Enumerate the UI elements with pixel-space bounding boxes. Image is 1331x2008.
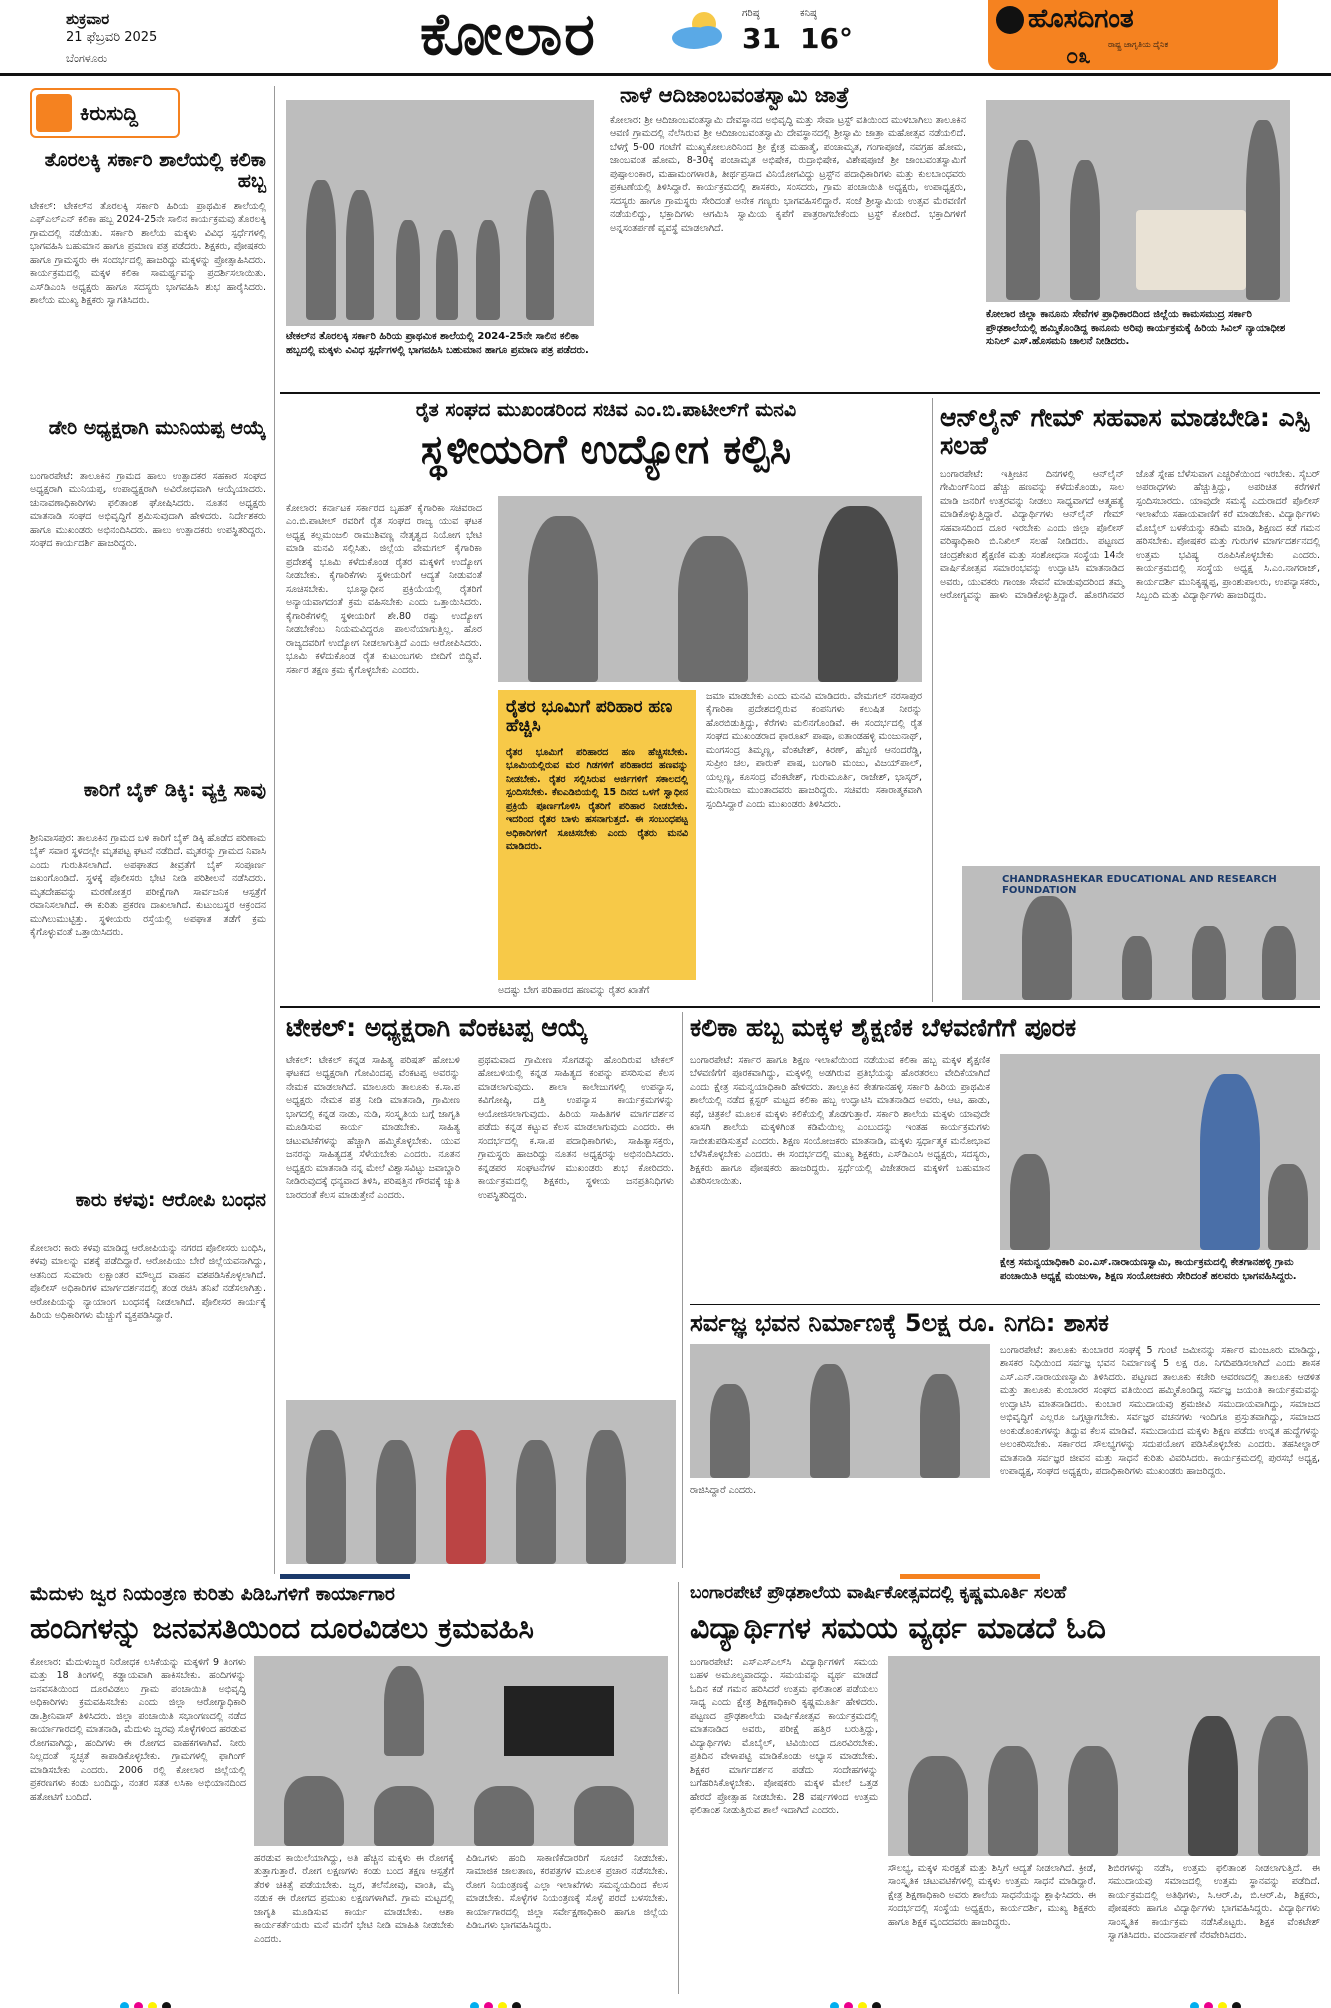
article-body: ಹರಡುವ ಕಾಯಿಲೆಯಾಗಿದ್ದು, ಅತಿ ಹೆಚ್ಚಿನ ಮಕ್ಕಳು ಈ ರೋಗಕ್ಕೆ ತುತ್ತಾಗುತ್ತಾರೆ. ರೋಗ ಲಕ್ಷಣಗಳು ಕಂಡು ಬಂದ ತಕ್ಷಣ ಆಸ್ಪತ್ರೆಗೆ ತೆರಳಿ ಚಿಕಿತ್ಸೆ ಪಡೆಯಬೇಕು. ಜ್ವರ, ತಲೆನೋವು, ವಾಂತಿ, ಮೈ ನಡುಕ ಈ ರೋಗದ ಪ್ರಮುಖ ಲಕ್ಷಣಗಳಾಗಿವೆ. ಗ್ರಾಮ ಮಟ್ಟದಲ್ಲಿ ಜಾಗೃತಿ ಮೂಡಿಸುವ ಕಾರ್ಯ ಮಾಡಬೇಕು. ಆಶಾ ಕಾರ್ಯಕರ್ತೆಯರು ಮನೆ ಮನೆಗೆ ಭೇಟಿ ನೀಡಿ ಮಾಹಿತಿ ನೀಡಬೇಕು ಎಂದರು. bbox=[254, 1853, 454, 1945]
lead-headline: ಸ್ಥಳೀಯರಿಗೆ ಉದ್ಯೋಗ ಕಲ್ಪಿಸಿ bbox=[420, 426, 792, 473]
brand-badge bbox=[988, 0, 1278, 70]
sarvajna-photo bbox=[690, 1344, 990, 1478]
article-body: ಸೌಲಭ್ಯ, ಮಕ್ಕಳ ಸುರಕ್ಷತೆ ಮತ್ತು ಶಿಸ್ತಿಗೆ ಆದ್ಯತೆ ನೀಡಲಾಗಿದೆ. ಕ್ರೀಡೆ, ಸಾಂಸ್ಕೃತಿಕ ಚಟುವಟಿಕೆಗಳಲ್ಲಿ ಮಕ್ಕಳು ಉತ್ತಮ ಸಾಧನೆ ಮಾಡಿದ್ದಾರೆ. ಕ್ಷೇತ್ರ ಶಿಕ್ಷಣಾಧಿಕಾರಿ ಅವರು ಶಾಲೆಯ ಸಾಧನೆಯನ್ನು ಶ್ಲಾಘಿಸಿದರು. ಈ ಸಂದರ್ಭದಲ್ಲಿ ಸಂಸ್ಥೆಯ ಅಧ್ಯಕ್ಷರು, ಕಾರ್ಯದರ್ಶಿ, ಮುಖ್ಯ ಶಿಕ್ಷಕರು ಹಾಗೂ ಶಿಕ್ಷಕ ವೃಂದದವರು ಹಾಜರಿದ್ದರು. bbox=[888, 1863, 1096, 1928]
brief-headline: ಕಾರಿಗೆ ಬೈಕ್ ಡಿಕ್ಕಿ: ವ್ಯಕ್ತಿ ಸಾವು bbox=[83, 779, 266, 801]
article-body: ಬಂಗಾರಪೇಟೆ: ಇತ್ತೀಚಿನ ದಿನಗಳಲ್ಲಿ ಆನ್‌ಲೈನ್ ಗೇಮಿಂಗ್‌ನಿಂದ ಹೆಚ್ಚು ಹಣವನ್ನು ಕಳೆದುಕೊಂಡು, ಸಾಲ ಮಾಡಿ ಜನರಿಗೆ ಉತ್ತರವನ್ನು ನೀಡಲು ಸಾಧ್ಯವಾಗದೆ ಆತ್ಮಹತ್ಯೆ ಮಾಡಿಕೊಳ್ಳುತ್ತಿದ್ದಾರೆ. ವಿದ್ಯಾರ್ಥಿಗಳು ಆನ್‌ಲೈನ್ ಗೇಮ್ ಸಹವಾಸದಿಂದ ದೂರ ಇರಬೇಕು ಎಂದು ಜಿಲ್ಲಾ ಪೊಲೀಸ್ ವರಿಷ್ಠಾಧಿಕಾರಿ ಬಿ.ನಿಖಿಲ್ ಸಲಹೆ ನೀಡಿದರು. ಪಟ್ಟಣದ ಚಂದ್ರಶೇಖರ ಶೈಕ್ಷಣಿಕ ಮತ್ತು ಸಂಶೋಧನಾ ಸಂಸ್ಥೆಯ 14ನೇ ವಾರ್ಷಿಕೋತ್ಸವ ಸಮಾರಂಭವನ್ನು ಉದ್ಘಾಟಿಸಿ ಮಾತನಾಡಿದ ಅವರು, ಯುವಕರು ಗಾಂಜಾ ಸೇವನೆ ಮಾಡುವುದರಿಂದ ತಮ್ಮ ಆರೋಗ್ಯವನ್ನು ಹಾಳು ಮಾಡಿಕೊಳ್ಳುತ್ತಿದ್ದಾರೆ. ಹೊರಗಿನವರ ಜೊತೆ ಸ್ನೇಹ ಬೆಳೆಸುವಾಗ ಎಚ್ಚರಿಕೆಯಿಂದ ಇರಬೇಕು. ಸೈಬರ್ ಅಪರಾಧಗಳು ಹೆಚ್ಚುತ್ತಿದ್ದು, ಅಪರಿಚಿತ ಕರೆಗಳಿಗೆ ಸ್ಪಂದಿಸಬಾರದು. ಯಾವುದೇ ಸಮಸ್ಯೆ ಎದುರಾದರೆ ಪೊಲೀಸ್ ಇಲಾಖೆಯ ಸಹಾಯವಾಣಿಗೆ ಕರೆ ಮಾಡಬೇಕು. ವಿದ್ಯಾರ್ಥಿಗಳು ಮೊಬೈಲ್ ಬಳಕೆಯನ್ನು ಕಡಿಮೆ ಮಾಡಿ, ಶಿಕ್ಷಣದ ಕಡೆ ಗಮನ ಹರಿಸಬೇಕು. ಪೋಷಕರ ಮತ್ತು ಗುರುಗಳ ಮಾರ್ಗದರ್ಶನದಲ್ಲಿ ಉತ್ತಮ ಭವಿಷ್ಯ ರೂಪಿಸಿಕೊಳ್ಳಬೇಕು ಎಂದರು. ಕಾರ್ಯಕ್ರಮದಲ್ಲಿ ಸಂಸ್ಥೆಯ ಅಧ್ಯಕ್ಷ ಸಿ.ಎಂ.ನಾಗರಾಜ್, ಕಾರ್ಯದರ್ಶಿ ಮುನಿಕೃಷ್ಣಪ್ಪ, ಪ್ರಾಂಶುಪಾಲರು, ಉಪನ್ಯಾಸಕರು, ಸಿಬ್ಬಂದಿ ಮತ್ತು ವಿದ್ಯಾರ್ಥಿಗಳು ಹಾಜರಿದ್ದರು. bbox=[940, 469, 1320, 602]
brief-body: ಬಂಗಾರಪೇಟೆ: ತಾಲೂಕಿನ ಗ್ರಾಮದ ಹಾಲು ಉತ್ಪಾದಕರ ಸಹಕಾರ ಸಂಘದ ಅಧ್ಯಕ್ಷರಾಗಿ ಮುನಿಯಪ್ಪ, ಉಪಾಧ್ಯಕ್ಷರಾಗಿ ಅವಿರೋಧವಾಗಿ ಆಯ್ಕೆಯಾದರು. ಚುನಾವಣಾಧಿಕಾರಿಗಳು ಫಲಿತಾಂಶ ಘೋಷಿಸಿದರು. ನೂತನ ಅಧ್ಯಕ್ಷರು ಮಾತನಾಡಿ ಸಂಘದ ಅಭಿವೃದ್ಧಿಗೆ ಶ್ರಮಿಸುವುದಾಗಿ ಹೇಳಿದರು. ನಿರ್ದೇಶಕರು ಹಾಗೂ ಮುಖಂಡರು ಅಭಿನಂದಿಸಿದರು. ಹಾಲು ಉತ್ಪಾದಕರು ಉಪಸ್ಥಿತರಿದ್ದರು. ಸಂಘದ ಕಾರ್ಯದರ್ಶಿ ಹಾಜರಿದ್ದರು. bbox=[30, 471, 266, 550]
kalika-event-photo bbox=[1000, 1054, 1320, 1250]
section-rule bbox=[280, 1006, 1320, 1008]
kiru-suddi-badge bbox=[30, 88, 180, 138]
school-event-photo bbox=[286, 100, 594, 326]
photo-caption: ಟೇಕಲ್‌ನ ತೊರಲಕ್ಕಿ ಸರ್ಕಾರಿ ಹಿರಿಯ ಪ್ರಾಥಮಿಕ ಶಾಲೆಯಲ್ಲಿ 2024-25ನೇ ಸಾಲಿನ ಕಲಿಕಾ ಹಬ್ಬದಲ್ಲಿ ಮಕ್ಕಳು ವಿವಿಧ ಸ್ಪರ್ಧೆಗಳಲ್ಲಿ ಭಾಗವಹಿಸಿ ಬಹುಮಾನ ಹಾಗೂ ಪ್ರಮಾಣ ಪತ್ರ ಪಡೆದರು. bbox=[286, 331, 589, 356]
color-rule bbox=[900, 1574, 1040, 1579]
brief-headline: ತೊರಲಕ್ಕಿ ಸರ್ಕಾರಿ ಶಾಲೆಯಲ್ಲಿ ಕಲಿಕಾ ಹಬ್ಬ bbox=[44, 149, 266, 193]
article-body-tail: ರಾಜಿಸಿದ್ದಾರೆ ಎಂದರು. bbox=[690, 1485, 757, 1496]
page-number: ೦೩ bbox=[1066, 44, 1091, 69]
article-headline: ಕಲಿಕಾ ಹಬ್ಬ ಮಕ್ಕಳ ಶೈಕ್ಷಣಿಕ ಬೆಳವಣಿಗೆಗೆ ಪೂರಕ bbox=[690, 1013, 1077, 1042]
law-awareness-photo bbox=[986, 100, 1290, 302]
lead-kicker: ರೈತ ಸಂಘದ ಮುಖಂಡರಿಂದ ಸಚಿವ ಎಂ.ಬಿ.ಪಾಟೀಲ್‌ಗೆ ಮನವಿ bbox=[415, 399, 797, 421]
brief-headline: ಕಾರು ಕಳವು: ಆರೋಪಿ ಬಂಧನ bbox=[75, 1189, 266, 1211]
print-registration-dots bbox=[830, 1996, 890, 2006]
article-body: ಬಂಗಾರಪೇಟೆ: ತಾಲೂಕು ಕುಂಬಾರರ ಸಂಘಕ್ಕೆ 5 ಗುಂಟೆ ಜಮೀನನ್ನು ಸರ್ಕಾರ ಮಂಜೂರು ಮಾಡಿದ್ದು, ಶಾಸಕರ ನಿಧಿಯಿಂದ ಸರ್ವಜ್ಞ ಭವನ ನಿರ್ಮಾಣಕ್ಕೆ 5 ಲಕ್ಷ ರೂ. ನಿಗದಿಪಡಿಸಲಾಗಿದೆ ಎಂದು ಶಾಸಕ ಎಸ್.ಎನ್.ನಾರಾಯಣಸ್ವಾಮಿ ತಿಳಿಸಿದರು. ಪಟ್ಟಣದ ತಾಲೂಕು ಕಚೇರಿ ಆವರಣದಲ್ಲಿ ತಾಲೂಕು ಆಡಳಿತ ಮತ್ತು ತಾಲೂಕು ಕುಂಬಾರರ ಸಂಘದ ವತಿಯಿಂದ ಹಮ್ಮಿಕೊಂಡಿದ್ದ ಸರ್ವಜ್ಞ ಜಯಂತಿ ಕಾರ್ಯಕ್ರಮವನ್ನು ಉದ್ಘಾಟಿಸಿ ಮಾತನಾಡಿದರು. ಕುಂಬಾರ ಸಮುದಾಯವು ಶ್ರಮಜೀವಿ ಸಮುದಾಯವಾಗಿದ್ದು, ಸಮಾಜದ ಅಭಿವೃದ್ಧಿಗೆ ಎಲ್ಲರೂ ಒಗ್ಗಟ್ಟಾಗಬೇಕು. ಸರ್ವಜ್ಞರ ವಚನಗಳು ಇಂದಿಗೂ ಪ್ರಸ್ತುತವಾಗಿದ್ದು, ಸಮಾಜದ ಅಂಕುಡೊಂಕುಗಳನ್ನು ತಿದ್ದುವ ಕೆಲಸ ಮಾಡಿವೆ. ಸಮುದಾಯದ ಮಕ್ಕಳು ಶಿಕ್ಷಣ ಪಡೆದು ಉನ್ನತ ಹುದ್ದೆಗಳನ್ನು ಅಲಂಕರಿಸಬೇಕು. ಸರ್ಕಾರದ ಸೌಲಭ್ಯಗಳನ್ನು ಸದುಪಯೋಗ ಪಡಿಸಿಕೊಳ್ಳಬೇಕು ಎಂದರು. ತಹಸೀಲ್ದಾರ್ ಮಾತನಾಡಿ ಸರ್ವಜ್ಞರ ಜೀವನ ಮತ್ತು ಸಾಧನೆ ಕುರಿತು ವಿವರಿಸಿದರು. ಕಾರ್ಯಕ್ರಮದಲ್ಲಿ ಪುರಸಭೆ ಅಧ್ಯಕ್ಷ, ಉಪಾಧ್ಯಕ್ಷ, ಸಂಘದ ಅಧ್ಯಕ್ಷರು, ಪದಾಧಿಕಾರಿಗಳು ಮುಖಂಡರು ಹಾಜರಿದ್ದರು. bbox=[1000, 1345, 1320, 1478]
tv-screen bbox=[504, 1686, 614, 1756]
color-rule bbox=[280, 1574, 410, 1579]
brief-body: ಟೇಕಲ್: ಟೇಕಲ್‌ನ ತೊರಲಕ್ಕಿ ಸರ್ಕಾರಿ ಹಿರಿಯ ಪ್ರಾಥಮಿಕ ಶಾಲೆಯಲ್ಲಿ ಎಫ್‌ಎಲ್‌ಎನ್ ಕಲಿಕಾ ಹಬ್ಬ 2024-25ನೇ ಸಾಲಿನ ಕಾರ್ಯಕ್ರಮವು ತೊರಲಕ್ಕಿ ಗ್ರಾಮದಲ್ಲಿ ನಡೆಯಿತು. ಸರ್ಕಾರಿ ಶಾಲೆಯ ಮಕ್ಕಳು ವಿವಿಧ ಸ್ಪರ್ಧೆಗಳಲ್ಲಿ ಭಾಗವಹಿಸಿ ಬಹುಮಾನ ಹಾಗೂ ಪ್ರಮಾಣ ಪತ್ರ ಪಡೆದರು. ಶಿಕ್ಷಕರು, ಪೋಷಕರು ಹಾಗೂ ಗ್ರಾಮಸ್ಥರು ಈ ಸಂದರ್ಭದಲ್ಲಿ ಹಾಜರಿದ್ದು ಮಕ್ಕಳನ್ನು ಪ್ರೋತ್ಸಾಹಿಸಿದರು. ಕಾರ್ಯಕ್ರಮದಲ್ಲಿ ಮಕ್ಕಳ ಕಲಿಕಾ ಸಾಮರ್ಥ್ಯವನ್ನು ಪ್ರದರ್ಶಿಸಲಾಯಿತು. ಎಸ್‌ಡಿಎಂಸಿ ಅಧ್ಯಕ್ಷರು ಹಾಗೂ ಸದಸ್ಯರು ಭಾಗವಹಿಸಿ ಶುಭ ಹಾರೈಸಿದರು. ಶಾಲೆಯ ಮುಖ್ಯ ಶಿಕ್ಷಕರು ಸ್ವಾಗತಿಸಿದರು. bbox=[30, 201, 266, 307]
edition-city: ಬೆಂಗಳೂರು bbox=[66, 52, 108, 65]
article-headline: ಆನ್‌ಲೈನ್ ಗೇಮ್ ಸಹವಾಸ ಮಾಡಬೇಡಿ: ಎಸ್ಪಿ ಸಲಹೆ bbox=[940, 403, 1310, 460]
weekday: ಶುಕ್ರವಾರ bbox=[66, 10, 110, 28]
column-divider bbox=[678, 1582, 679, 1994]
highlight-body: ರೈತರ ಭೂಮಿಗೆ ಪರಿಹಾರದ ಹಣ ಹೆಚ್ಚಿಸಬೇಕು. ಭೂಮಿಯಲ್ಲಿರುವ ಮರ ಗಿಡಗಳಿಗೆ ಪರಿಹಾರದ ಹಣವನ್ನು ನೀಡಬೇಕು. ರೈತರ ಸಲ್ಲಿಸಿರುವ ಅರ್ಜಿಗಳಿಗೆ ಸಕಾಲದಲ್ಲಿ ಸ್ಪಂದಿಸಬೇಕು. ಕೆಐಎಡಿಬಿಯಲ್ಲಿ 15 ದಿನದ ಒಳಗೆ ಸ್ವಾಧೀನ ಪ್ರಕ್ರಿಯೆ ಪೂರ್ಣಗೊಳಿಸಿ ರೈತರಿಗೆ ಪರಿಹಾರ ನೀಡಬೇಕು. ಇದರಿಂದ ರೈತರ ಬಾಳು ಹಸನಾಗುತ್ತದೆ. ಈ ಸಂಬಂಧಪಟ್ಟ ಅಧಿಕಾರಿಗಳಿಗೆ ಸೂಚಿಸಬೇಕು ಎಂದು ರೈತರು ಮನವಿ ಮಾಡಿದರು. bbox=[506, 747, 688, 853]
college-event-photo bbox=[962, 866, 1320, 1000]
article-body: ಬಂಗಾರಪೇಟೆ: ಎಸ್‌ಎಸ್‌ಎಲ್‌ಸಿ ವಿದ್ಯಾರ್ಥಿಗಳಿಗೆ ಸಮಯ ಬಹಳ ಅಮೂಲ್ಯವಾದದ್ದು. ಸಮಯವನ್ನು ವ್ಯರ್ಥ ಮಾಡದೆ ಓದಿನ ಕಡೆ ಗಮನ ಹರಿಸಿದರೆ ಉತ್ತಮ ಫಲಿತಾಂಶ ಪಡೆಯಲು ಸಾಧ್ಯ ಎಂದು ಕ್ಷೇತ್ರ ಶಿಕ್ಷಣಾಧಿಕಾರಿ ಕೃಷ್ಣಮೂರ್ತಿ ಹೇಳಿದರು. ಪಟ್ಟಣದ ಪ್ರೌಢಶಾಲೆಯ ವಾರ್ಷಿಕೋತ್ಸವ ಕಾರ್ಯಕ್ರಮದಲ್ಲಿ ಮಾತನಾಡಿದ ಅವರು, ಪರೀಕ್ಷೆ ಹತ್ತಿರ ಬರುತ್ತಿದ್ದು, ವಿದ್ಯಾರ್ಥಿಗಳು ಮೊಬೈಲ್, ಟಿವಿಯಿಂದ ದೂರವಿರಬೇಕು. ಪ್ರತಿದಿನ ವೇಳಾಪಟ್ಟಿ ಮಾಡಿಕೊಂಡು ಅಭ್ಯಾಸ ಮಾಡಬೇಕು. ಶಿಕ್ಷಕರ ಮಾರ್ಗದರ್ಶನ ಪಡೆದು ಸಂದೇಹಗಳನ್ನು ಬಗೆಹರಿಸಿಕೊಳ್ಳಬೇಕು. ಪೋಷಕರು ಮಕ್ಕಳ ಮೇಲೆ ಒತ್ತಡ ಹೇರದೆ ಪ್ರೋತ್ಸಾಹ ನೀಡಬೇಕು. 28 ವರ್ಷಗಳಿಂದ ಉತ್ತಮ ಫಲಿತಾಂಶ ನೀಡುತ್ತಿರುವ ಶಾಲೆ ಇದಾಗಿದೆ ಎಂದರು. bbox=[690, 1657, 878, 1817]
spacer bbox=[20, 1574, 284, 1579]
highlight-headline: ರೈತರ ಭೂಮಿಗೆ ಪರಿಹಾರ ಹಣ ಹೆಚ್ಚಿಸಿ bbox=[506, 697, 673, 737]
article-headline: ನಾಳೆ ಆದಿಜಾಂಬವಂತಸ್ವಾಮಿ ಜಾತ್ರೆ bbox=[620, 83, 850, 107]
column-divider bbox=[932, 398, 933, 1002]
brief-body: ಕೋಲಾರ: ಕಾರು ಕಳವು ಮಾಡಿದ್ದ ಆರೋಪಿಯನ್ನು ನಗರದ ಪೊಲೀಸರು ಬಂಧಿಸಿ, ಕಳವು ಮಾಲನ್ನು ವಶಕ್ಕೆ ಪಡೆದಿದ್ದಾರೆ. ಆರೋಪಿಯು ಬೇರೆ ಜಿಲ್ಲೆಯವನಾಗಿದ್ದು, ಆತನಿಂದ ಸುಮಾರು ಲಕ್ಷಾಂತರ ಮೌಲ್ಯದ ವಾಹನ ವಶಪಡಿಸಿಕೊಳ್ಳಲಾಗಿದೆ. ಪೊಲೀಸ್ ಅಧಿಕಾರಿಗಳ ಮಾರ್ಗದರ್ಶನದಲ್ಲಿ ತಂಡ ರಚಿಸಿ ತನಿಖೆ ನಡೆಸಲಾಗಿತ್ತು. ಆರೋಪಿಯನ್ನು ನ್ಯಾಯಾಂಗ ಬಂಧನಕ್ಕೆ ನೀಡಲಾಗಿದೆ. ಪೊಲೀಸರ ಕಾರ್ಯಕ್ಕೆ ಹಿರಿಯ ಅಧಿಕಾರಿಗಳು ಮೆಚ್ಚುಗೆ ವ್ಯಕ್ತಪಡಿಸಿದ್ದಾರೆ. bbox=[30, 1243, 266, 1322]
print-registration-dots bbox=[470, 1996, 530, 2006]
minister-meeting-photo bbox=[498, 496, 922, 682]
article-body: ಕೋಲಾರ: ಮೆದುಳುಜ್ವರ ನಿರೋಧಕ ಲಸಿಕೆಯನ್ನು ಮಕ್ಕಳಿಗೆ 9 ತಿಂಗಳು ಮತ್ತು 18 ತಿಂಗಳಲ್ಲಿ ಕಡ್ಡಾಯವಾಗಿ ಹಾಕಿಸಬೇಕು. ಹಂದಿಗಳನ್ನು ಜನವಸತಿಯಿಂದ ದೂರವಿಡಲು ಗ್ರಾಮ ಪಂಚಾಯಿತಿ ಅಭಿವೃದ್ಧಿ ಅಧಿಕಾರಿಗಳು ಕ್ರಮವಹಿಸಬೇಕು ಎಂದು ಜಿಲ್ಲಾ ಆರೋಗ್ಯಾಧಿಕಾರಿ ಡಾ.ಶ್ರೀನಿವಾಸ್ ತಿಳಿಸಿದರು. ಜಿಲ್ಲಾ ಪಂಚಾಯಿತಿ ಸಭಾಂಗಣದಲ್ಲಿ ನಡೆದ ಕಾರ್ಯಾಗಾರದಲ್ಲಿ ಮಾತನಾಡಿ, ಮೆದುಳು ಜ್ವರವು ಸೊಳ್ಳೆಗಳಿಂದ ಹರಡುವ ರೋಗವಾಗಿದ್ದು, ಹಂದಿಗಳು ಈ ರೋಗದ ವಾಹಕಗಳಾಗಿವೆ. ನೀರು ನಿಲ್ಲದಂತೆ ಸ್ವಚ್ಛತೆ ಕಾಪಾಡಿಕೊಳ್ಳಬೇಕು. ಗ್ರಾಮಗಳಲ್ಲಿ ಫಾಗಿಂಗ್ ಮಾಡಿಸಬೇಕು ಎಂದರು. 2006 ರಲ್ಲಿ ಕೋಲಾರ ಜಿಲ್ಲೆಯಲ್ಲಿ ಪ್ರಕರಣಗಳು ಕಂಡು ಬಂದಿದ್ದು, ನಂತರ ಸತತ ಲಸಿಕಾ ಅಭಿಯಾನದಿಂದ ಹತೋಟಿಗೆ ಬಂದಿದೆ. bbox=[30, 1657, 246, 1803]
article-body: ಪಿಡಿಒಗಳು ಹಂದಿ ಸಾಕಾಣಿಕೆದಾರರಿಗೆ ಸೂಚನೆ ನೀಡಬೇಕು. ಸಾಮಾಜಿಕ ಜಾಲತಾಣ, ಕರಪತ್ರಗಳ ಮೂಲಕ ಪ್ರಚಾರ ನಡೆಸಬೇಕು. ರೋಗ ನಿಯಂತ್ರಣಕ್ಕೆ ಎಲ್ಲಾ ಇಲಾಖೆಗಳು ಸಮನ್ವಯದಿಂದ ಕೆಲಸ ಮಾಡಬೇಕು. ಸೊಳ್ಳೆಗಳ ನಿಯಂತ್ರಣಕ್ಕೆ ಸೊಳ್ಳೆ ಪರದೆ ಬಳಸಬೇಕು. ಕಾರ್ಯಾಗಾರದಲ್ಲಿ ಜಿಲ್ಲಾ ಸರ್ವೇಕ್ಷಣಾಧಿಕಾರಿ ಹಾಗೂ ಜಿಲ್ಲೆಯ ಪಿಡಿಒಗಳು ಭಾಗವಹಿಸಿದ್ದರು. bbox=[466, 1853, 668, 1932]
article-kicker: ಮೆದುಳು ಜ್ವರ ನಿಯಂತ್ರಣ ಕುರಿತು ಪಿಡಿಒಗಳಿಗೆ ಕಾರ್ಯಾಗಾರ bbox=[30, 1583, 395, 1605]
article-headline: ಸರ್ವಜ್ಞ ಭವನ ನಿರ್ಮಾಣಕ್ಕೆ 5ಲಕ್ಷ ರೂ. ನಿಗದಿ: ಶಾಸಕ bbox=[690, 1309, 1109, 1337]
article-headline: ಟೇಕಲ್: ಅಧ್ಯಕ್ಷರಾಗಿ ವೆಂಕಟಪ್ಪ ಆಯ್ಕೆ bbox=[286, 1013, 588, 1042]
article-headline: ಹಂದಿಗಳನ್ನು ಜನವಸತಿಯಿಂದ ದೂರವಿಡಲು ಕ್ರಮವಹಿಸಿ bbox=[30, 1611, 534, 1645]
lead-body-col3: ಜಮಾ ಮಾಡಬೇಕು ಎಂದು ಮನವಿ ಮಾಡಿದರು. ವೇಮಗಲ್ ನರಸಾಪುರ ಕೈಗಾರಿಕಾ ಪ್ರದೇಶದಲ್ಲಿರುವ ಕಂಪನಿಗಳು ಕಲುಷಿತ ನೀರನ್ನು ಹೊರಬಿಡುತ್ತಿದ್ದು, ಕೆರೆಗಳು ಮಲಿನಗೊಂಡಿವೆ. ಈ ಸಂದರ್ಭದಲ್ಲಿ ರೈತ ಸಂಘದ ಮುಖಂಡರಾದ ಫಾರೂಖ್ ಪಾಷಾ, ಐತಾಂಡಹಳ್ಳಿ ಮಂಜುನಾಥ್, ಮಂಗಸಂದ್ರ ತಿಮ್ಮಣ್ಣ, ವೆಂಕಟೇಶ್, ಕಿರಣ್, ಹೆಬ್ಬಣಿ ಆನಂದರೆಡ್ಡಿ, ಸುಪ್ರೀಂ ಚಲ, ಪಾರುಕ್ ಪಾಷ, ಬಂಗಾರಿ ಮಂಜು, ವಿಜಯ್‌ಪಾಲ್, ಯಲ್ಲಣ್ಣ, ಕೂಸಂದ್ರ ವೆಂಕಟೇಶ್, ಗುರುಮೂರ್ತಿ, ರಾಜೇಶ್, ಭಾಸ್ಕರ್, ಮುನಿರಾಜು ಮುಂತಾದವರು ಹಾಜರಿದ್ದರು. ಸಚಿವರು ಸಕಾರಾತ್ಮಕವಾಗಿ ಸ್ಪಂದಿಸಿದ್ದಾರೆ ಎಂದು ಮುಖಂಡರು ತಿಳಿಸಿದರು. bbox=[706, 691, 922, 810]
column-divider bbox=[274, 86, 275, 1574]
article-body: ಪ್ರಥಮವಾದ ಗ್ರಾಮೀಣ ಸೊಗಡನ್ನು ಹೊಂದಿರುವ ಟೇಕಲ್ ಹೋಬಳಿಯಲ್ಲಿ ಕನ್ನಡ ಸಾಹಿತ್ಯದ ಕಂಪನ್ನು ಪಸರಿಸುವ ಕೆಲಸ ಮಾಡಲಾಗುವುದು. ಶಾಲಾ ಕಾಲೇಜುಗಳಲ್ಲಿ ಉಪನ್ಯಾಸ, ಕವಿಗೋಷ್ಠಿ, ದತ್ತಿ ಉಪನ್ಯಾಸ ಕಾರ್ಯಕ್ರಮಗಳನ್ನು ಆಯೋಜಿಸಲಾಗುವುದು. ಹಿರಿಯ ಸಾಹಿತಿಗಳ ಮಾರ್ಗದರ್ಶನ ಪಡೆದು ಕನ್ನಡ ಕಟ್ಟುವ ಕೆಲಸ ಮಾಡಲಾಗುವುದು ಎಂದರು. ಈ ಸಂದರ್ಭದಲ್ಲಿ ಕ.ಸಾ.ಪ ಪದಾಧಿಕಾರಿಗಳು, ಸಾಹಿತ್ಯಾಸಕ್ತರು, ಗ್ರಾಮಸ್ಥರು ಹಾಜರಿದ್ದು ನೂತನ ಅಧ್ಯಕ್ಷರನ್ನು ಅಭಿನಂದಿಸಿದರು. ಕನ್ನಡಪರ ಸಂಘಟನೆಗಳ ಮುಖಂಡರು ಶುಭ ಕೋರಿದರು. ಕಾರ್ಯಕ್ರಮದಲ್ಲಿ ಶಿಕ್ಷಕರು, ಸ್ಥಳೀಯ ಜನಪ್ರತಿನಿಧಿಗಳು ಉಪಸ್ಥಿತರಿದ್ದರು. bbox=[478, 1055, 674, 1201]
lead-tail: ಅದಷ್ಟು ಬೇಗ ಪರಿಹಾರದ ಹಣವನ್ನು ರೈತರ ಖಾತೆಗೆ bbox=[498, 985, 650, 996]
brief-body: ಶ್ರೀನಿವಾಸಪುರ: ತಾಲೂಕಿನ ಗ್ರಾಮದ ಬಳಿ ಕಾರಿಗೆ ಬೈಕ್ ಡಿಕ್ಕಿ ಹೊಡೆದ ಪರಿಣಾಮ ಬೈಕ್ ಸವಾರ ಸ್ಥಳದಲ್ಲೇ ಮೃತಪಟ್ಟ ಘಟನೆ ನಡೆದಿದೆ. ಮೃತರನ್ನು ಗ್ರಾಮದ ನಿವಾಸಿ ಎಂದು ಗುರುತಿಸಲಾಗಿದೆ. ಅಪಘಾತದ ತೀವ್ರತೆಗೆ ಬೈಕ್ ಸಂಪೂರ್ಣ ಜಖಂಗೊಂಡಿದೆ. ಸ್ಥಳಕ್ಕೆ ಪೊಲೀಸರು ಭೇಟಿ ನೀಡಿ ಪರಿಶೀಲನೆ ನಡೆಸಿದರು. ಮೃತದೇಹವನ್ನು ಮರಣೋತ್ತರ ಪರೀಕ್ಷೆಗಾಗಿ ಸಾರ್ವಜನಿಕ ಆಸ್ಪತ್ರೆಗೆ ರವಾನಿಸಲಾಗಿದೆ. ಈ ಕುರಿತು ಪ್ರಕರಣ ದಾಖಲಾಗಿದೆ. ಕುಟುಂಬಸ್ಥರ ಆಕ್ರಂದನ ಮುಗಿಲುಮುಟ್ಟಿತ್ತು. ಸ್ಥಳೀಯರು ರಸ್ತೆಯಲ್ಲಿ ಅಪಘಾತ ತಡೆಗೆ ಕ್ರಮ ಕೈಗೊಳ್ಳುವಂತೆ ಒತ್ತಾಯಿಸಿದರು. bbox=[30, 833, 266, 939]
pointing-hand-icon bbox=[36, 94, 72, 132]
article-body: ಬಂಗಾರಪೇಟೆ: ಸರ್ಕಾರ ಹಾಗೂ ಶಿಕ್ಷಣ ಇಲಾಖೆಯಿಂದ ನಡೆಯುವ ಕಲಿಕಾ ಹಬ್ಬ ಮಕ್ಕಳ ಶೈಕ್ಷಣಿಕ ಬೆಳವಣಿಗೆಗೆ ಪೂರಕವಾಗಿದ್ದು, ಮಕ್ಕಳಲ್ಲಿ ಅಡಗಿರುವ ಪ್ರತಿಭೆಯನ್ನು ಹೊರತರಲು ವೇದಿಕೆಯಾಗಿದೆ ಎಂದು ಕ್ಷೇತ್ರ ಸಮನ್ವಯಾಧಿಕಾರಿ ಹೇಳಿದರು. ತಾಲ್ಲೂಕಿನ ಕೇತಗಾನಹಳ್ಳಿ ಸರ್ಕಾರಿ ಹಿರಿಯ ಪ್ರಾಥಮಿಕ ಶಾಲೆಯಲ್ಲಿ ನಡೆದ ಕ್ಲಸ್ಟರ್ ಮಟ್ಟದ ಕಲಿಕಾ ಹಬ್ಬ ಉದ್ಘಾಟಿಸಿ ಮಾತನಾಡಿದ ಅವರು, ಆಟ, ಹಾಡು, ಕಥೆ, ಚಿತ್ರಕಲೆ ಮೂಲಕ ಮಕ್ಕಳು ಕಲಿಕೆಯಲ್ಲಿ ತೊಡಗುತ್ತಾರೆ. ಸರ್ಕಾರಿ ಶಾಲೆಯ ಮಕ್ಕಳು ಯಾವುದೇ ಖಾಸಗಿ ಶಾಲೆಯ ಮಕ್ಕಳಿಗಿಂತ ಕಡಿಮೆಯಿಲ್ಲ ಎಂಬುದನ್ನು ಇಂತಹ ಕಾರ್ಯಕ್ರಮಗಳು ಸಾಬೀತುಪಡಿಸುತ್ತವೆ ಎಂದರು. ಶಿಕ್ಷಣ ಸಂಯೋಜಕರು ಮಾತನಾಡಿ, ಮಕ್ಕಳು ಸ್ಪರ್ಧಾತ್ಮಕ ಮನೋಭಾವ ಬೆಳೆಸಿಕೊಳ್ಳಬೇಕು ಎಂದರು. ಈ ಸಂದರ್ಭದಲ್ಲಿ ಮುಖ್ಯ ಶಿಕ್ಷಕರು, ಎಸ್‌ಡಿಎಂಸಿ ಅಧ್ಯಕ್ಷರು, ಸದಸ್ಯರು, ಶಿಕ್ಷಕರು ಹಾಗೂ ಪೋಷಕರು ಹಾಜರಿದ್ದರು. ಸ್ಪರ್ಧೆಯಲ್ಲಿ ವಿಜೇತರಾದ ಮಕ್ಕಳಿಗೆ ಬಹುಮಾನ ವಿತರಿಸಲಾಯಿತು. bbox=[690, 1055, 990, 1188]
lead-body-col1: ಕೋಲಾರ: ಕರ್ನಾಟಕ ಸರ್ಕಾರದ ಬೃಹತ್ ಕೈಗಾರಿಕಾ ಸಚಿವರಾದ ಎಂ.ಬಿ.ಪಾಟೀಲ್ ರವರಿಗೆ ರೈತ ಸಂಘದ ರಾಜ್ಯ ಯುವ ಘಟಕ ಅಧ್ಯಕ್ಷ ಕಲ್ಲಮಂಜಲಿ ರಾಮುಶಿವಣ್ಣ ನೇತೃತ್ವದ ನಿಯೋಗ ಭೇಟಿ ಮಾಡಿ ಮನವಿ ಸಲ್ಲಿಸಿತು. ಜಿಲ್ಲೆಯ ವೇಮಗಲ್ ಕೈಗಾರಿಕಾ ಪ್ರದೇಶಕ್ಕೆ ಭೂಮಿ ಕಳೆದುಕೊಂಡ ರೈತರ ಮಕ್ಕಳಿಗೆ ಉದ್ಯೋಗ ನೀಡಬೇಕು. ಕೈಗಾರಿಕೆಗಳು ಸ್ಥಳೀಯರಿಗೆ ಆದ್ಯತೆ ನೀಡುವಂತೆ ಸೂಚಿಸಬೇಕು. ಭೂಸ್ವಾಧೀನ ಪ್ರಕ್ರಿಯೆಯಲ್ಲಿ ರೈತರಿಗೆ ಅನ್ಯಾಯವಾಗದಂತೆ ಕ್ರಮ ವಹಿಸಬೇಕು ಎಂದು ಒತ್ತಾಯಿಸಿದರು. ಕೈಗಾರಿಕೆಗಳಲ್ಲಿ ಸ್ಥಳೀಯರಿಗೆ ಶೇ.80 ರಷ್ಟು ಉದ್ಯೋಗ ನೀಡಬೇಕೆಂಬ ನಿಯಮವಿದ್ದರೂ ಪಾಲನೆಯಾಗುತ್ತಿಲ್ಲ. ಹೊರ ರಾಜ್ಯದವರಿಗೆ ಉದ್ಯೋಗ ನೀಡಲಾಗುತ್ತಿದೆ ಎಂದು ಆರೋಪಿಸಿದರು. ಭೂಮಿ ಕಳೆದುಕೊಂಡ ರೈತ ಕುಟುಂಬಗಳು ಬೀದಿಗೆ ಬಿದ್ದಿವೆ. ಸರ್ಕಾರ ತಕ್ಷಣ ಕ್ರಮ ಕೈಗೊಳ್ಳಬೇಕು ಎಂದರು. bbox=[286, 503, 482, 676]
kasapa-group-photo bbox=[286, 1400, 676, 1564]
brand-name: ಹೊಸದಿಗಂತ bbox=[1028, 4, 1134, 34]
min-temp: 16° bbox=[800, 22, 853, 55]
school-anniversary-photo bbox=[888, 1656, 1320, 1856]
workshop-photo bbox=[254, 1656, 668, 1846]
page-title: ಕೋಲಾರ bbox=[420, 0, 597, 68]
min-temp-label: ಕನಿಷ್ಠ bbox=[800, 8, 817, 19]
photo-caption: ಕೋಲಾರ ಜಿಲ್ಲಾ ಕಾನೂನು ಸೇವೆಗಳ ಪ್ರಾಧಿಕಾರದಿಂದ ಜಿಲ್ಲೆಯ ಕಾಮಸಮುದ್ರ ಸರ್ಕಾರಿ ಪ್ರೌಢಶಾಲೆಯಲ್ಲಿ ಹಮ್ಮಿಕೊಂಡಿದ್ದ ಕಾನೂನು ಅರಿವು ಕಾರ್ಯಕ್ರಮಕ್ಕೆ ಹಿರಿಯ ಸಿವಿಲ್ ನ್ಯಾಯಾಧೀಶ ಸುನಿಲ್ ಎಸ್.ಹೊಸಮನಿ ಚಾಲನೆ ನೀಡಿದರು. bbox=[986, 309, 1286, 347]
max-temp-label: ಗರಿಷ್ಠ bbox=[742, 8, 760, 19]
date: 21 ಫೆಬ್ರವರಿ 2025 bbox=[66, 30, 158, 45]
print-registration-dots bbox=[1190, 1996, 1250, 2006]
brief-headline: ಡೇರಿ ಅಧ್ಯಕ್ಷರಾಗಿ ಮುನಿಯಪ್ಪ ಆಯ್ಕೆ bbox=[48, 417, 266, 439]
article-body: ಶಿಬಿರಗಳನ್ನು ನಡೆಸಿ, ಉತ್ತಮ ಫಲಿತಾಂಶ ನೀಡಲಾಗುತ್ತಿದೆ. ಈ ಸಮುದಾಯವು ಸಮಾಜದಲ್ಲಿ ಉತ್ತಮ ಸ್ಥಾನವನ್ನು ಪಡೆದಿದೆ. ಕಾರ್ಯಕ್ರಮದಲ್ಲಿ ಅತಿಥಿಗಳು, ಸಿ.ಆರ್.ಪಿ, ಬಿ.ಆರ್.ಪಿ, ಶಿಕ್ಷಕರು, ಪೋಷಕರು ಹಾಗೂ ವಿದ್ಯಾರ್ಥಿಗಳು ಭಾಗವಹಿಸಿದ್ದರು. ವಿದ್ಯಾರ್ಥಿಗಳು ಸಾಂಸ್ಕೃತಿಕ ಕಾರ್ಯಕ್ರಮ ನಡೆಸಿಕೊಟ್ಟರು. ಶಿಕ್ಷಕ ವೆಂಕಟೇಶ್ ಸ್ವಾಗತಿಸಿದರು. ವಂದನಾರ್ಪಣೆ ನೆರವೇರಿಸಿದರು. bbox=[1108, 1863, 1320, 1942]
brand-logo-icon bbox=[996, 6, 1024, 34]
sun-cloud-icon bbox=[668, 8, 728, 52]
kiru-suddi-label: ಕಿರುಸುದ್ದಿ bbox=[80, 101, 139, 125]
photo-caption: ಕ್ಷೇತ್ರ ಸಮನ್ವಯಾಧಿಕಾರಿ ಎಂ.ಎಸ್.ನಾರಾಯಣಸ್ವಾಮಿ, ಕಾರ್ಯಕ್ರಮದಲ್ಲಿ ಕೇತಗಾನಹಳ್ಳಿ ಗ್ರಾಮ ಪಂಚಾಯಿತಿ ಅಧ್ಯಕ್ಷೆ ಮಂಜುಳಾ, ಶಿಕ್ಷಣ ಸಂಯೋಜಕರು ಸೇರಿದಂತೆ ಹಲವರು ಭಾಗವಹಿಸಿದ್ದರು. bbox=[1000, 1257, 1297, 1282]
article-headline: ವಿದ್ಯಾರ್ಥಿಗಳ ಸಮಯ ವ್ಯರ್ಥ ಮಾಡದೆ ಓದಿ bbox=[690, 1611, 1106, 1646]
highlight-box bbox=[498, 690, 696, 980]
article-body: ಟೇಕಲ್: ಟೇಕಲ್ ಕನ್ನಡ ಸಾಹಿತ್ಯ ಪರಿಷತ್ ಹೋಬಳಿ ಘಟಕದ ಅಧ್ಯಕ್ಷರಾಗಿ ಗೋವಿಂದಪ್ಪ ವೆಂಕಟಪ್ಪ ಅವರನ್ನು ನೇಮಕ ಮಾಡಲಾಗಿದೆ. ಮಾಲೂರು ತಾಲೂಕು ಕ.ಸಾ.ಪ ಅಧ್ಯಕ್ಷರು ನೇಮಕ ಪತ್ರ ನೀಡಿ ಮಾತನಾಡಿ, ಗ್ರಾಮೀಣ ಭಾಗದಲ್ಲಿ ಕನ್ನಡ ನಾಡು, ನುಡಿ, ಸಂಸ್ಕೃತಿಯ ಬಗ್ಗೆ ಜಾಗೃತಿ ಮೂಡಿಸುವ ಕಾರ್ಯ ಮಾಡಬೇಕು. ಸಾಹಿತ್ಯ ಚಟುವಟಿಕೆಗಳನ್ನು ಹೆಚ್ಚಾಗಿ ಹಮ್ಮಿಕೊಳ್ಳಬೇಕು. ಯುವ ಜನರನ್ನು ಸಾಹಿತ್ಯದತ್ತ ಸೆಳೆಯಬೇಕು ಎಂದರು. ನೂತನ ಅಧ್ಯಕ್ಷರು ಮಾತನಾಡಿ ನನ್ನ ಮೇಲೆ ವಿಶ್ವಾಸವಿಟ್ಟು ಜವಾಬ್ದಾರಿ ನೀಡಿರುವುದಕ್ಕೆ ಧನ್ಯವಾದ ತಿಳಿಸಿ, ಪರಿಷತ್ತಿನ ಗೌರವಕ್ಕೆ ಚ್ಯುತಿ ಬಾರದಂತೆ ಕೆಲಸ ಮಾಡುತ್ತೇನೆ ಎಂದರು. bbox=[286, 1055, 460, 1201]
print-registration-dots bbox=[120, 1996, 180, 2006]
max-temp: 31 bbox=[742, 22, 781, 55]
brand-tagline: ರಾಷ್ಟ್ರ ಜಾಗೃತಿಯ ದೈನಿಕ bbox=[1108, 40, 1169, 49]
column-divider bbox=[682, 1012, 683, 1568]
banner-text: CHANDRASHEKAR EDUCATIONAL AND RESEARCH FOUNDATION bbox=[1002, 874, 1277, 896]
section-rule bbox=[280, 392, 1320, 394]
article-kicker: ಬಂಗಾರಪೇಟೆ ಪ್ರೌಢಶಾಲೆಯ ವಾರ್ಷಿಕೋತ್ಸವದಲ್ಲಿ ಕೃಷ್ಣಮೂರ್ತಿ ಸಲಹೆ bbox=[690, 1583, 1067, 1603]
article-body: ಕೋಲಾರ: ಶ್ರೀ ಆದಿಜಾಂಬವಂತಸ್ವಾಮಿ ದೇವಸ್ಥಾನದ ಅಭಿವೃದ್ಧಿ ಮತ್ತು ಸೇವಾ ಟ್ರಸ್ಟ್ ವತಿಯಿಂದ ಮುಳಬಾಗಿಲು ತಾಲೂಕಿನ ಆವಣಿ ಗ್ರಾಮದಲ್ಲಿ ನೆಲೆಸಿರುವ ಶ್ರೀ ಆದಿಜಾಂಬವಂತಸ್ವಾಮಿ ದೇವಸ್ಥಾನದಲ್ಲಿ ಶ್ರೀಸ್ವಾಮಿ ಜಾತ್ರಾ ಮಹೋತ್ಸವ ನಡೆಯಲಿದೆ. ಬೆಳಗ್ಗೆ 5-00 ಗಂಟೆಗೆ ಮುಖ್ಯಕೋಲೂರಿನಿಂದ ಶ್ರೀ ಕ್ಷೇತ್ರ ಮಹಾತ್ಮೆ, ಪಂಚಾಮೃತ, ಗಂಗಾಪೂಜೆ, ನವಗ್ರಹ ಹೋಮ, ಜಾಂಬವಂತ ಹೋಮ, 8-30ಕ್ಕೆ ಪಂಚಾಮೃತ ಅಭಿಷೇಕ, ರುದ್ರಾಭಿಷೇಕ, ವಿಶೇಷಪೂಜೆ ಶ್ರೀ ಜಾಂಬವಂತಸ್ವಾಮಿಗೆ ಪುಷ್ಪಾಲಂಕಾರ, ಮಹಾಮಂಗಳಾರತಿ, ತೀರ್ಥಪ್ರಸಾದ ವಿನಿಯೋಗವಿದ್ದು ಟ್ರಸ್ಟ್‌ನ ಪದಾಧಿಕಾರಿಗಳು ಮತ್ತು ಕುಲಬಾಂಧವರು ಪ್ರಕಟಣೆಯಲ್ಲಿ ತಿಳಿಸಿದ್ದಾರೆ. ಕಾರ್ಯಕ್ರಮದಲ್ಲಿ ಶಾಸಕರು, ಸಂಸದರು, ಗ್ರಾಮ ಪಂಚಾಯಿತಿ ಅಧ್ಯಕ್ಷರು, ಉಪಾಧ್ಯಕ್ಷರು, ಸದಸ್ಯರು ಹಾಗೂ ಗ್ರಾಮಸ್ಥರು ಸೇರಿದಂತೆ ಅನೇಕ ಗಣ್ಯರು ಭಾಗವಹಿಸಲಿದ್ದಾರೆ. ಸಂಜೆ ಶ್ರೀಸ್ವಾಮಿಯ ಉತ್ಸವ ಮೆರವಣಿಗೆ ನಡೆಯಲಿದ್ದು, ಭಕ್ತಾದಿಗಳು ಆಗಮಿಸಿ ಸ್ವಾಮಿಯ ಕೃಪೆಗೆ ಪಾತ್ರರಾಗಬೇಕೆಂದು ಟ್ರಸ್ಟ್ ಕೋರಿದೆ. ಭಕ್ತಾದಿಗಳಿಗೆ ಅನ್ನಸಂತರ್ಪಣೆ ವ್ಯವಸ್ಥೆ ಮಾಡಲಾಗಿದೆ. bbox=[610, 115, 966, 234]
section-rule bbox=[690, 1304, 1320, 1305]
masthead bbox=[0, 0, 1331, 76]
